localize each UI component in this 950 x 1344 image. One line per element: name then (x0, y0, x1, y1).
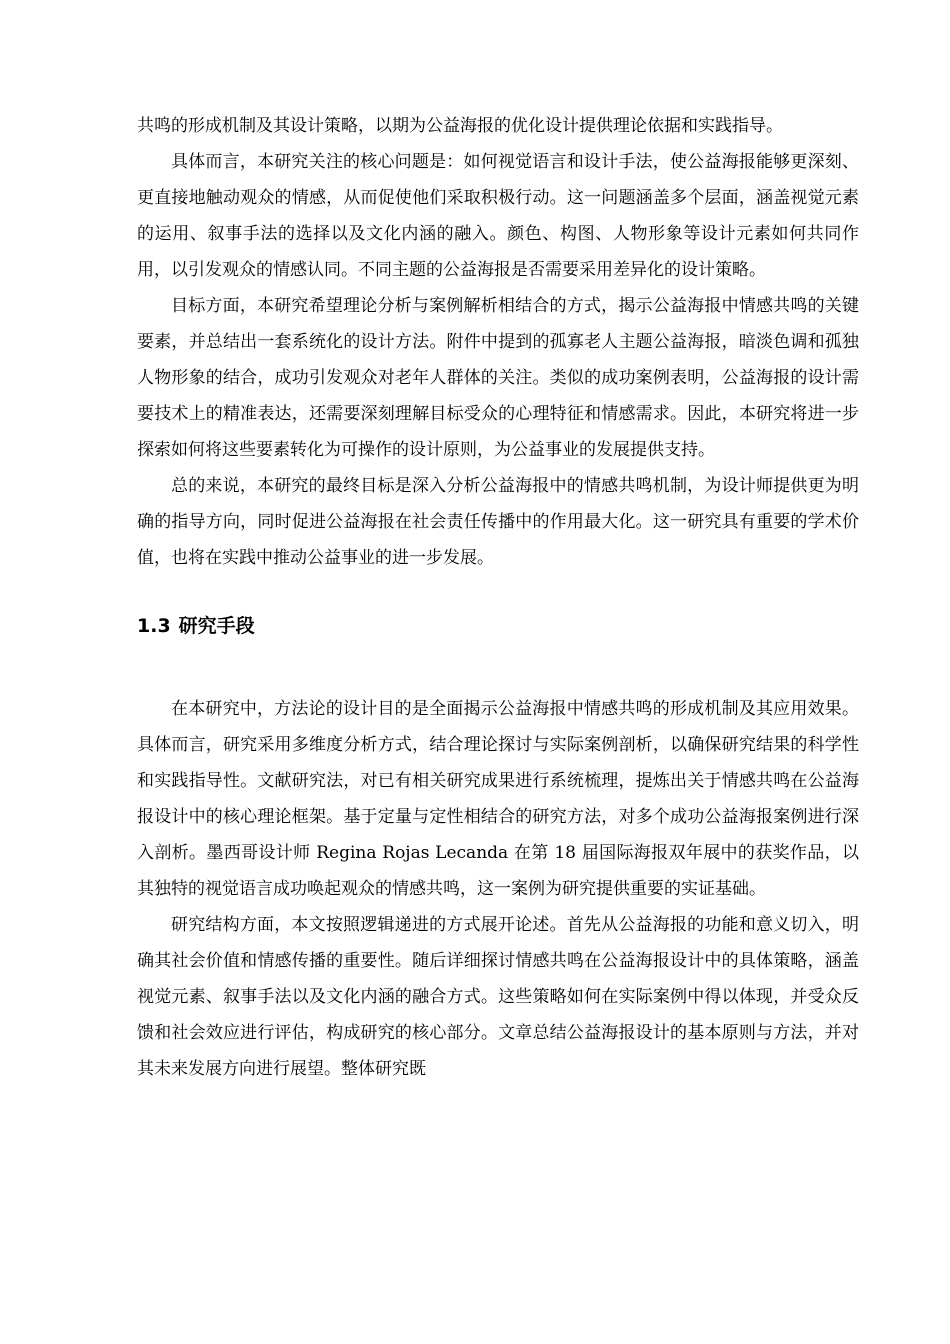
document-page (137, 108, 859, 1087)
paragraph-core-question: 具体而言，本研究关注的核心问题是：如何视觉语言和设计手法，使公益海报能够更深刻、更直接地触动观众的情感，从而促使他们采取积极行动。这一问题涵盖多个层面，涵盖视觉元素的运用、叙事手法的选择以及文化内涵的融入。颜色、构图、人物形象等设计元素如何共同作用，以引发观众的情感认同。不同主题的公益海报是否需要采用差异化的设计策略。 (137, 152, 859, 280)
paragraph-continuation: 共鸣的形成机制及其设计策略，以期为公益海报的优化设计提供理论依据和实践指导。 (137, 116, 783, 136)
paragraph-summary: 总的来说，本研究的最终目标是深入分析公益海报中的情感共鸣机制，为设计师提供更为明确的指导方向，同时促进公益海报在社会责任传播中的作用最大化。这一研究具有重要的学术价值，也将在实践中推动公益事业的进一步发展。 (137, 476, 859, 568)
paragraph-structure: 研究结构方面，本文按照逻辑递进的方式展开论述。首先从公益海报的功能和意义切入，明确其社会价值和情感传播的重要性。随后详细探讨情感共鸣在公益海报设计中的具体策略，涵盖视觉元素、叙事手法以及文化内涵的融合方式。这些策略如何在实际案例中得以体现，并受众反馈和社会效应进行评估，构成研究的核心部分。文章总结公益海报设计的基本原则与方法，并对其未来发展方向进行展望。整体研究既 (137, 915, 859, 1079)
paragraph-methodology: 在本研究中，方法论的设计目的是全面揭示公益海报中情感共鸣的形成机制及其应用效果。具体而言，研究采用多维度分析方式，结合理论探讨与实际案例剖析，以确保研究结果的科学性和实践指导性。文献研究法，对已有相关研究成果进行系统梳理，提炼出关于情感共鸣在公益海报设计中的核心理论框架。基于定量与定性相结合的研究方法，对多个成功公益海报案例进行深入剖析。墨西哥设计师 Regina Rojas Lecanda 在第 18 届国际海报双年展中的获奖作品，以其独特的视觉语言成功唤起观众的情感共鸣，这一案例为研究提供重要的实证基础。 (137, 699, 859, 899)
section-number: 1.3 (137, 615, 171, 637)
section-heading (137, 608, 859, 644)
paragraph-objectives: 目标方面，本研究希望理论分析与案例解析相结合的方式，揭示公益海报中情感共鸣的关键要素，并总结出一套系统化的设计方法。附件中提到的孤寡老人主题公益海报，暗淡色调和孤独人物形象的结合，成功引发观众对老年人群体的关注。类似的成功案例表明，公益海报的设计需要技术上的精准表达，还需要深刻理解目标受众的心理特征和情感需求。因此，本研究将进一步探索如何将这些要素转化为可操作的设计原则，为公益事业的发展提供支持。 (137, 296, 859, 460)
section-title: 研究手段 (178, 615, 255, 637)
